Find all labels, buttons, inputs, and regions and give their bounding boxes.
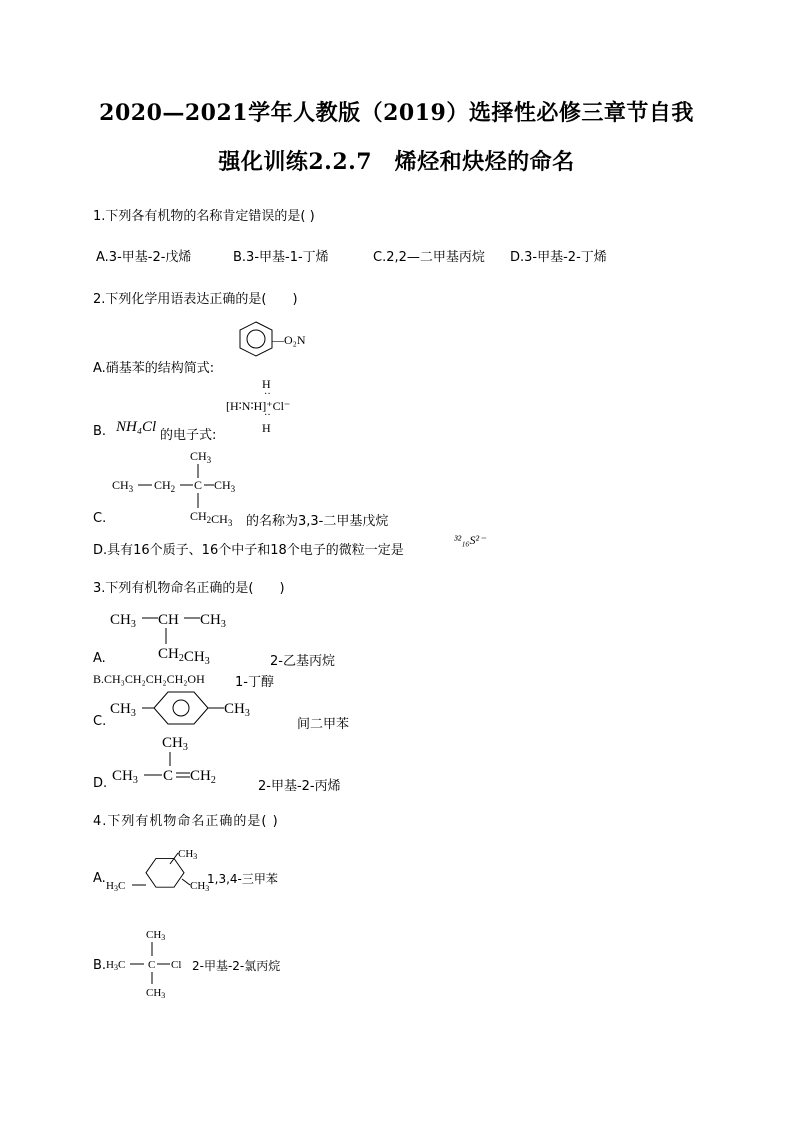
svg-text:CH3: CH3: [146, 987, 166, 1000]
svg-text:··: ··: [264, 389, 271, 400]
svg-text:C: C: [194, 478, 203, 492]
question-2-option-b-label: B.: [93, 424, 107, 439]
svg-text:H3C: H3C: [106, 959, 126, 972]
svg-text:CH3: CH3: [146, 929, 166, 942]
question-4-option-b-name: 2-甲基-2-氯丙烷: [192, 959, 281, 973]
question-3-option-a-structure: [108, 606, 238, 664]
question-2-electron-formula: [226, 376, 346, 436]
svg-text:CH2CH3: $CH_2CH_3$: [190, 509, 233, 526]
question-4-option-b-structure: [104, 924, 194, 1000]
svg-text:CH3: $CH_3$: [224, 701, 250, 719]
question-1-option-b: B.3-甲基-1-丁烯: [233, 250, 329, 265]
question-3-option-d-structure: [110, 730, 240, 786]
question-2-option-c-label: C.: [93, 511, 107, 526]
svg-text:C: C: [163, 768, 174, 784]
svg-text:CH3: $CH_3$: [190, 449, 212, 465]
question-3-option-a-name: 2-乙基丙烷: [270, 654, 335, 669]
question-4-option-a-name: 1,3,4-三甲苯: [207, 872, 278, 886]
svg-text:CH2CH3: $CH_2CH_3$: [158, 646, 210, 664]
svg-text:CH3: $CH_3$: [112, 478, 134, 494]
question-4-option-a-structure: [104, 843, 214, 899]
question-2-option-d-text: D.具有16个质子、16个中子和18个电子的微粒一定是: [93, 543, 404, 558]
question-3-option-c-structure: [108, 688, 268, 728]
svg-text:H: H: [262, 377, 271, 391]
question-2-option-b-text: 的电子式:: [160, 428, 217, 443]
question-3-option-d-name: 2-甲基-2-丙烯: [258, 779, 341, 794]
svg-text:CH3: CH3: [190, 880, 210, 893]
question-2-nh4cl-formula: NH₄Cl: [116, 419, 157, 435]
question-3-stem: 3.下列有机物命名正确的是( ): [93, 581, 285, 596]
question-3-option-c-label: C.: [93, 714, 107, 729]
question-3-option-c-name: 间二甲苯: [297, 717, 350, 732]
svg-text:CH3: CH3: [178, 848, 198, 861]
svg-text:CH3: $CH_3$: [110, 701, 136, 719]
question-3-option-b-label: B.CH₃CH₂CH₂CH₂OH: [93, 672, 205, 686]
electron-formula-text: [H∶N∶H]⁺Cl⁻: [226, 399, 291, 413]
question-4-option-a-label: A.: [93, 871, 106, 886]
nitro-group-label: —O₂N: [272, 333, 306, 347]
svg-text:Cl: Cl: [171, 959, 182, 971]
svg-text:CH: CH: [158, 612, 179, 628]
question-1-option-d: D.3-甲基-2-丁烯: [510, 250, 607, 265]
question-1-option-a: A.3-甲基-2-戊烯: [96, 250, 192, 265]
question-3-option-b-name: 1-丁醇: [235, 675, 274, 690]
question-2-option-c-text: 的名称为3,3-二甲基戊烷: [246, 514, 389, 529]
question-3-option-d-label: D.: [93, 776, 108, 791]
svg-text:CH3: $CH_3$: [162, 735, 188, 753]
question-1-stem: 1.下列各有机物的名称肯定错误的是( ): [93, 209, 315, 224]
question-3-option-a-label: A.: [93, 651, 106, 666]
svg-text:··: ··: [264, 410, 271, 421]
svg-text:CH3: $CH_3$: [214, 478, 236, 494]
svg-text:CH3: $CH_3$: [110, 612, 136, 630]
svg-text:CH3: $CH_3$: [112, 768, 138, 786]
page-title-line-2: 强化训练2.2.7 烯烃和炔烃的命名: [218, 149, 575, 175]
question-2-option-a-label: A.硝基苯的结构简式:: [93, 361, 215, 376]
svg-text:C: C: [148, 959, 156, 971]
question-2-stem: 2.下列化学用语表达正确的是( ): [93, 292, 298, 307]
svg-text:H: H: [262, 421, 271, 435]
question-4-stem: 4.下列有机物命名正确的是( ): [93, 814, 279, 829]
svg-text:CH3: $CH_3$: [200, 612, 226, 630]
svg-text:H3C: H3C: [106, 880, 126, 893]
question-1-option-c: C.2,2—二甲基丙烷: [373, 250, 485, 265]
question-2-nitrobenzene-structure: [236, 318, 336, 364]
svg-text:CH2: $CH_2$: [154, 478, 176, 494]
page-title-line-1: 2020—2021学年人教版（2019）选择性必修三章节自我: [99, 100, 694, 126]
question-2-sulfide-ion: ³²₁₆S²⁻: [454, 533, 486, 547]
question-2-dimethylpentane-structure: [110, 446, 250, 526]
svg-text:CH2: $CH_2$: [190, 768, 216, 786]
question-4-option-b-label: B.: [93, 958, 107, 973]
